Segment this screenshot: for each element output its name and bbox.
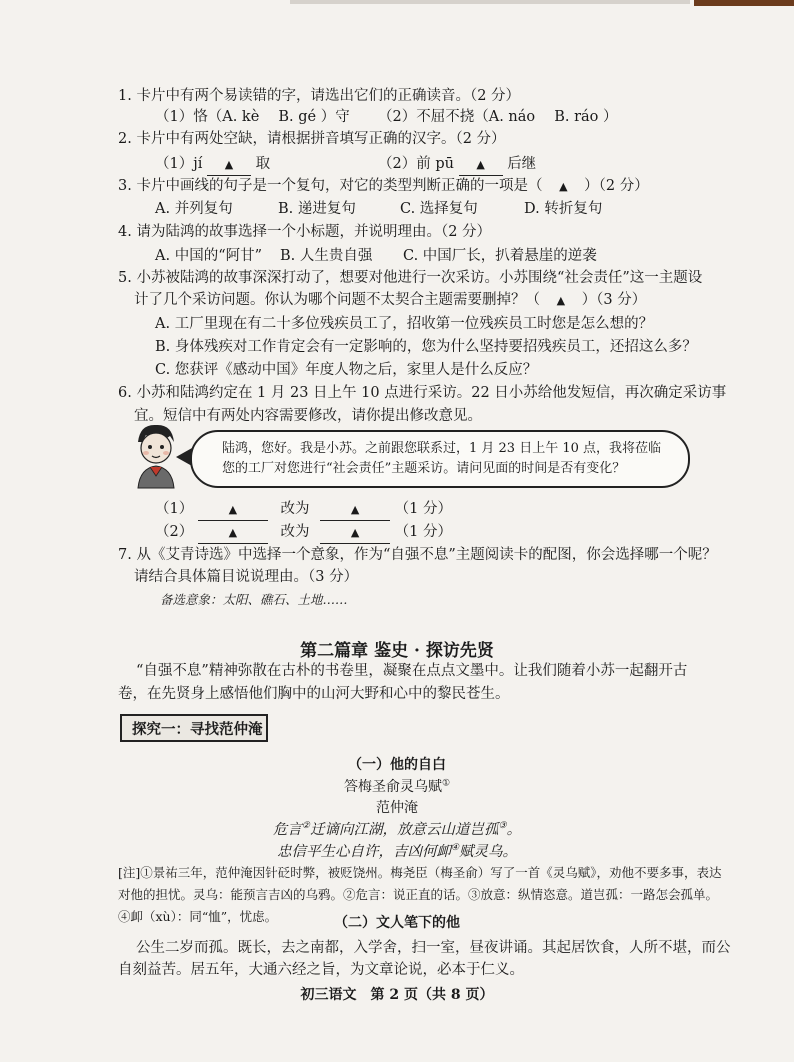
triangle-marker: ▲ — [350, 503, 360, 516]
question-7-line-1: 7. 从《艾青诗选》中选择一个意象，作为“自强不息”主题阅读卡的配图，你会选择哪一个呢？ — [118, 547, 717, 563]
poem-line-2 — [0, 840, 794, 861]
notes-line-2: 对他的担忧。灵乌：能预言吉凶的乌鸦。②危言：说正直的话。③放意：纵情恣意。道岂孤：一路怎会孤单。 — [118, 887, 719, 902]
fix-1-original-blank[interactable] — [198, 499, 268, 521]
triangle-marker: ▲ — [559, 180, 568, 193]
footnote-marker: ① — [441, 778, 451, 789]
blank-b-suffix: 后继 — [507, 156, 537, 172]
question-4-option-b: B. 人生贵自强 — [280, 248, 373, 264]
question-3-text: 3. 卡片中画线的句子是一个复句，对它的类型判断正确的一项是（ — [118, 178, 543, 194]
question-5-text: 计了几个采访问题。你认为哪个问题不太契合主题需要删掉？（ — [134, 292, 540, 308]
change-to-label: 改为 — [280, 524, 310, 540]
question-4-option-a: A. 中国的“阿甘” — [155, 248, 263, 264]
triangle-marker: ▲ — [224, 158, 234, 171]
question-3-score: ）（2 分） — [584, 178, 649, 194]
scan-edge-shadow — [290, 0, 690, 4]
section-2-line-2: 自刻益苦。居五年，大通六经之旨，为文章论说，必本于仁义。 — [118, 962, 524, 978]
blank-a-prefix: （1）jí — [155, 156, 203, 172]
chapter-intro-line-2: 卷，在先贤身上感悟他们胸中的山河大野和心中的黎民苍生。 — [118, 686, 510, 702]
footnote-marker: ③ — [498, 821, 507, 832]
question-3-option-d: D. 转折复句 — [524, 201, 603, 217]
poem-title — [0, 776, 794, 796]
fix-1-score: （1 分） — [394, 501, 453, 517]
question-4-option-c: C. 中国厂长，扒着悬崖的逆袭 — [403, 248, 597, 264]
chapter-intro-line-1: “自强不息”精神弥散在古朴的书卷里，凝聚在点点文墨中。让我们随着小苏一起翻开古 — [136, 663, 688, 679]
triangle-marker: ▲ — [350, 526, 360, 539]
question-4: 4. 请为陆鸿的故事选择一个小标题，并说明理由。（2 分） — [118, 224, 492, 240]
fix-2-score: （1 分） — [394, 524, 453, 540]
blank-a-answer-line[interactable] — [207, 154, 251, 176]
question-6-fix-1 — [155, 499, 452, 521]
fix-1-prefix: （1） — [155, 501, 194, 517]
poem-title-text: 答梅圣俞灵乌赋 — [343, 779, 442, 795]
question-2-blank-a — [155, 154, 270, 176]
blank-b-prefix: （2）前 pū — [378, 156, 454, 172]
sms-message: 陆鸿，您好。我是小苏。之前跟您联系过，1 月 23 日上午 10 点，我将莅临您的工厂对您进行“社会责任”主题采访。请问见面的时间是否有变化？ — [222, 441, 662, 476]
question-6-fix-2 — [155, 522, 452, 544]
triangle-marker: ▲ — [556, 294, 566, 307]
chapter-title: 第二篇章 鉴史 · 探访先贤 — [300, 641, 494, 661]
question-5-option-a: A. 工厂里现在有二十多位残疾员工了，招收第一位残疾员工时您是怎么想的？ — [155, 316, 654, 332]
question-5-line-2 — [134, 290, 646, 311]
poem-line-1-a: 危言 — [272, 822, 302, 838]
section-2-heading: （二）文人笔下的他 — [334, 915, 460, 931]
poem-line-1-b: 迁谪向江湖，放意云山道岂孤 — [310, 822, 499, 838]
question-5-score: ）（3 分） — [581, 292, 647, 308]
fix-2-prefix: （2） — [155, 524, 194, 540]
question-3-option-b: B. 递进复句 — [278, 201, 356, 217]
question-3 — [118, 176, 649, 197]
question-3-option-a: A. 并列复句 — [155, 201, 233, 217]
question-5-line-1: 5. 小苏被陆鸿的故事深深打动了，想要对他进行一次采访。小苏围绕“社会责任”这一主题设 — [118, 270, 703, 286]
notes-line-1: [注]①景祐三年，范仲淹因针砭时弊，被贬饶州。梅尧臣（梅圣俞）写了一首《灵乌赋》，劝他不要多事，表达 — [118, 865, 722, 880]
sms-speech-bubble — [190, 430, 690, 488]
blank-b-answer-line[interactable] — [459, 154, 503, 176]
section-2-line-1: 公生二岁而孤。既长，去之南都，入学舍，扫一室，昼夜讲诵。其起居饮食，人所不堪，而公 — [136, 940, 731, 956]
question-2: 2. 卡片中有两处空缺，请根据拼音填写正确的汉字。（2 分） — [118, 131, 506, 147]
page-footer: 初三语文 第 2 页（共 8 页） — [300, 987, 494, 1003]
question-6-line-1: 6. 小苏和陆鸿约定在 1 月 23 日上午 10 点进行采访。22 日小苏给他发短信，再次确定采访事 — [118, 385, 727, 401]
triangle-marker: ▲ — [476, 158, 485, 171]
question-1: 1. 卡片中有两个易读错的字，请选出它们的正确读音。（2 分） — [118, 88, 521, 104]
change-to-label: 改为 — [280, 501, 310, 517]
question-5-option-c: C. 您获评《感动中国》年度人物之后，家里人是什么反应？ — [155, 362, 538, 378]
footnote-marker: ④ — [450, 843, 460, 854]
question-5-option-b: B. 身体残疾对工作肯定会有一定影响的，您为什么坚持要招残疾员工，还招这么多？ — [155, 339, 697, 355]
question-6-line-2: 宜。短信中有两处内容需要修改，请你提出修改意见。 — [134, 408, 482, 424]
question-1-option-1: （1）恪（A. kè B. gé ）守 — [155, 109, 350, 125]
question-7-line-2: 请结合具体篇目说说理由。（3 分） — [134, 569, 359, 585]
footnote-marker: ② — [301, 821, 310, 832]
fix-2-corrected-blank[interactable] — [320, 522, 390, 544]
notes-line-3: ④卹（xù）：同“恤”，忧虑。 — [118, 909, 278, 924]
student-avatar-icon — [130, 420, 180, 490]
section-1-heading: （一）他的自白 — [348, 757, 446, 773]
question-1-option-2: （2）不屈不挠（A. náo B. ráo ） — [378, 109, 618, 125]
poem-line-2-a: 忠信平生心自许，吉凶何卹 — [276, 844, 451, 860]
corner-tab — [694, 0, 794, 6]
poem-line-2-b: 赋灵乌。 — [459, 844, 518, 860]
question-3-option-c: C. 选择复句 — [400, 201, 478, 217]
triangle-marker: ▲ — [228, 503, 238, 516]
blank-a-suffix: 取 — [255, 156, 271, 172]
poem-line-1-c: 。 — [506, 822, 522, 838]
poem-author: 范仲淹 — [376, 800, 418, 816]
fix-2-original-blank[interactable] — [198, 522, 268, 544]
triangle-marker: ▲ — [228, 526, 238, 539]
poem-line-1 — [0, 818, 794, 839]
fix-1-corrected-blank[interactable] — [320, 499, 390, 521]
explore-tag: 探究一：寻找范仲淹 — [120, 714, 268, 742]
candidate-images-hint: 备选意象：太阳、礁石、土地…… — [160, 592, 348, 607]
question-2-blank-b — [378, 154, 536, 176]
